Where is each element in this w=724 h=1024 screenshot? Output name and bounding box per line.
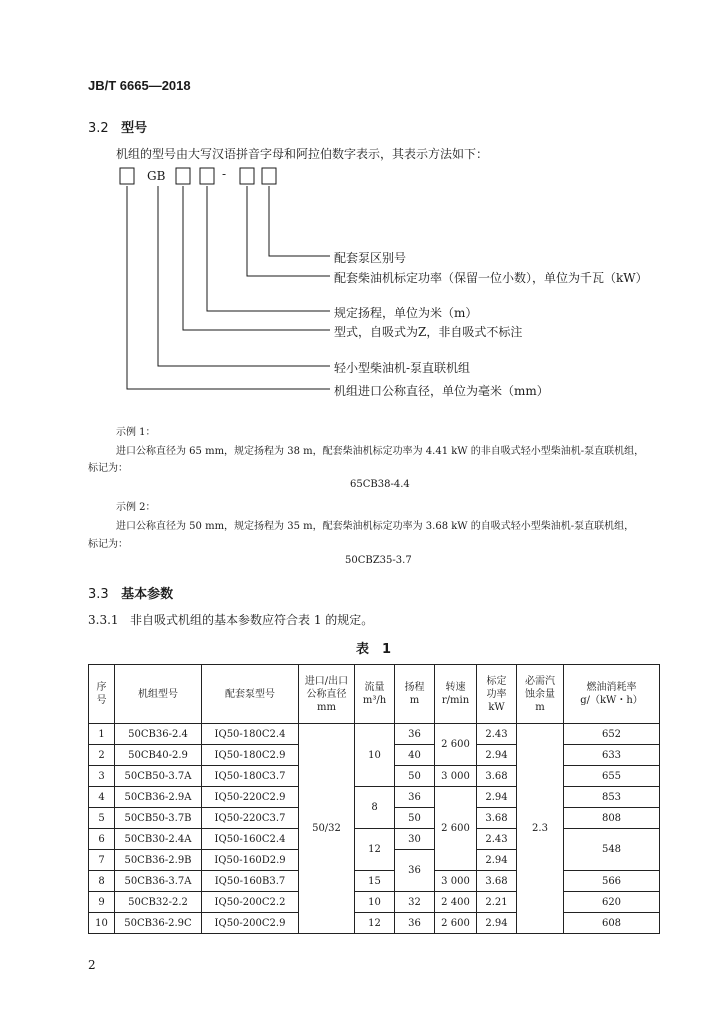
cell-fuel: 655 (564, 766, 660, 787)
example-1-line2: 标记为： (88, 463, 128, 474)
section-3-3-1-paragraph (88, 611, 373, 628)
section-number: 3.2 (88, 121, 109, 136)
header-seq: 序 号 (89, 665, 115, 724)
section-title: 基本参数 (121, 587, 174, 602)
cell-head: 50 (395, 766, 435, 787)
gb-code: GB (147, 169, 166, 183)
header-power: 标定 功率 kW (477, 665, 517, 724)
cell-model: 50CB36-2.9B (115, 850, 202, 871)
placeholder-box-4 (240, 168, 254, 184)
cell-speed: 2 600 (435, 913, 477, 934)
example-2-title: 示例 2： (116, 502, 156, 513)
table-row (89, 913, 660, 934)
table-row (89, 724, 660, 745)
cell-fuel: 608 (564, 913, 660, 934)
header-pump: 配套泵型号 (202, 665, 299, 724)
cell-pump: IQ50-220C3.7 (202, 808, 299, 829)
placeholder-box-5 (262, 168, 276, 184)
section-3-3-heading (88, 583, 173, 602)
cell-npsh-merged: 2.3 (517, 724, 564, 934)
cell-power: 3.68 (477, 871, 517, 892)
page-number: 2 (88, 958, 96, 972)
cell-fuel: 853 (564, 787, 660, 808)
section-number: 3.3 (88, 587, 109, 602)
cell-power: 3.68 (477, 766, 517, 787)
cell-head-merged: 36 (395, 850, 435, 892)
cell-flow: 12 (355, 913, 395, 934)
cell-pump: IQ50-160C2.4 (202, 829, 299, 850)
cell-fuel-merged: 548 (564, 829, 660, 871)
cell-pump: IQ50-200C2.2 (202, 892, 299, 913)
cell-speed-merged: 2 600 (435, 724, 477, 766)
label-engine-power: 配套柴油机标定功率（保留一位小数），单位为千瓦（kW） (334, 271, 648, 285)
cell-pump: IQ50-200C2.9 (202, 913, 299, 934)
cell-model: 50CB36-2.9C (115, 913, 202, 934)
cell-no: 3 (89, 766, 115, 787)
table-header-row (89, 665, 660, 724)
cell-pump: IQ50-220C2.9 (202, 787, 299, 808)
cell-power: 2.94 (477, 913, 517, 934)
header-fuel: 燃油消耗率 g/（kW・h） (564, 665, 660, 724)
cell-fuel: 808 (564, 808, 660, 829)
model-designation-diagram (110, 160, 648, 404)
cell-flow-merged: 10 (355, 724, 395, 787)
table-caption: 表 1 (356, 642, 392, 657)
cell-diameter-merged: 50/32 (299, 724, 355, 934)
placeholder-box-1 (120, 168, 134, 184)
header-npsh: 必需汽 蚀余量 m (517, 665, 564, 724)
cell-fuel: 566 (564, 871, 660, 892)
example-1-code: 65CB38-4.4 (350, 479, 410, 490)
code-dash: - (222, 167, 227, 181)
label-unit-category: 轻小型柴油机-泵直联机组 (334, 361, 471, 375)
cell-pump: IQ50-180C2.9 (202, 745, 299, 766)
cell-flow: 10 (355, 892, 395, 913)
cell-model: 50CB36-3.7A (115, 871, 202, 892)
cell-pump: IQ50-160B3.7 (202, 871, 299, 892)
cell-no: 2 (89, 745, 115, 766)
cell-model: 50CB40-2.9 (115, 745, 202, 766)
cell-no: 6 (89, 829, 115, 850)
cell-speed: 3 000 (435, 871, 477, 892)
table-row (89, 787, 660, 808)
header-model: 机组型号 (115, 665, 202, 724)
cell-power: 2.94 (477, 850, 517, 871)
cell-no: 7 (89, 850, 115, 871)
cell-fuel: 620 (564, 892, 660, 913)
cell-power: 2.21 (477, 892, 517, 913)
cell-no: 9 (89, 892, 115, 913)
model-intro-paragraph: 机组的型号由大写汉语拼音字母和阿拉伯数字表示，其表示方法如下： (116, 147, 489, 161)
header-speed: 转速 r/min (435, 665, 477, 724)
label-type: 型式，自吸式为Z，非自吸式不标注 (334, 325, 523, 339)
cell-pump: IQ50-180C3.7 (202, 766, 299, 787)
cell-model: 50CB36-2.4 (115, 724, 202, 745)
example-1-line1: 进口公称直径为 65 mm，规定扬程为 38 m，配套柴油机标定功率为 4.41 kW 的非自吸式轻小型柴油机-泵直联机组， (116, 446, 645, 457)
cell-head: 36 (395, 913, 435, 934)
placeholder-box-2 (176, 168, 190, 184)
cell-power: 2.43 (477, 724, 517, 745)
cell-model: 50CB36-2.9A (115, 787, 202, 808)
cell-no: 1 (89, 724, 115, 745)
cell-model: 50CB32-2.2 (115, 892, 202, 913)
example-2-line2: 标记为： (88, 539, 128, 550)
cell-head: 50 (395, 808, 435, 829)
cell-power: 2.94 (477, 787, 517, 808)
label-head: 规定扬程，单位为米（m） (334, 306, 478, 320)
clause-number: 3.3.1 (88, 613, 119, 627)
cell-power: 3.68 (477, 808, 517, 829)
cell-model: 50CB50-3.7B (115, 808, 202, 829)
cell-flow: 15 (355, 871, 395, 892)
cell-model: 50CB30-2.4A (115, 829, 202, 850)
header-flow: 流量 m³/h (355, 665, 395, 724)
clause-text: 非自吸式机组的基本参数应符合表 1 的规定。 (130, 613, 374, 627)
label-pump-variant: 配套泵区别号 (334, 251, 407, 265)
section-3-2-heading (88, 117, 147, 136)
cell-head: 36 (395, 787, 435, 808)
cell-no: 5 (89, 808, 115, 829)
cell-model: 50CB50-3.7A (115, 766, 202, 787)
cell-fuel: 633 (564, 745, 660, 766)
example-2-code: 50CBZ35-3.7 (345, 555, 412, 566)
cell-flow-merged: 12 (355, 829, 395, 871)
cell-pump: IQ50-160D2.9 (202, 850, 299, 871)
standard-code: JB/T 6665—2018 (88, 78, 191, 93)
label-inlet-diameter: 机组进口公称直径，单位为毫米（mm） (334, 384, 549, 398)
cell-head: 32 (395, 892, 435, 913)
cell-head: 40 (395, 745, 435, 766)
example-2-line1: 进口公称直径为 50 mm，规定扬程为 35 m，配套柴油机标定功率为 3.68 kW 的自吸式轻小型柴油机-泵直联机组， (116, 521, 635, 532)
cell-no: 4 (89, 787, 115, 808)
basic-parameters-table (88, 664, 660, 934)
cell-power: 2.94 (477, 745, 517, 766)
cell-speed: 3 000 (435, 766, 477, 787)
cell-fuel: 652 (564, 724, 660, 745)
cell-power: 2.43 (477, 829, 517, 850)
section-title: 型号 (121, 121, 148, 136)
cell-head: 30 (395, 829, 435, 850)
cell-head: 36 (395, 724, 435, 745)
example-1-title: 示例 1： (116, 427, 156, 438)
table-row (89, 871, 660, 892)
cell-speed: 2 400 (435, 892, 477, 913)
table-row (89, 892, 660, 913)
cell-pump: IQ50-180C2.4 (202, 724, 299, 745)
table-row (89, 829, 660, 850)
header-head: 扬程 m (395, 665, 435, 724)
cell-no: 10 (89, 913, 115, 934)
cell-speed-merged: 2 600 (435, 787, 477, 871)
cell-no: 8 (89, 871, 115, 892)
cell-flow-merged: 8 (355, 787, 395, 829)
placeholder-box-3 (200, 168, 214, 184)
header-diameter: 进口/出口 公称直径 mm (299, 665, 355, 724)
